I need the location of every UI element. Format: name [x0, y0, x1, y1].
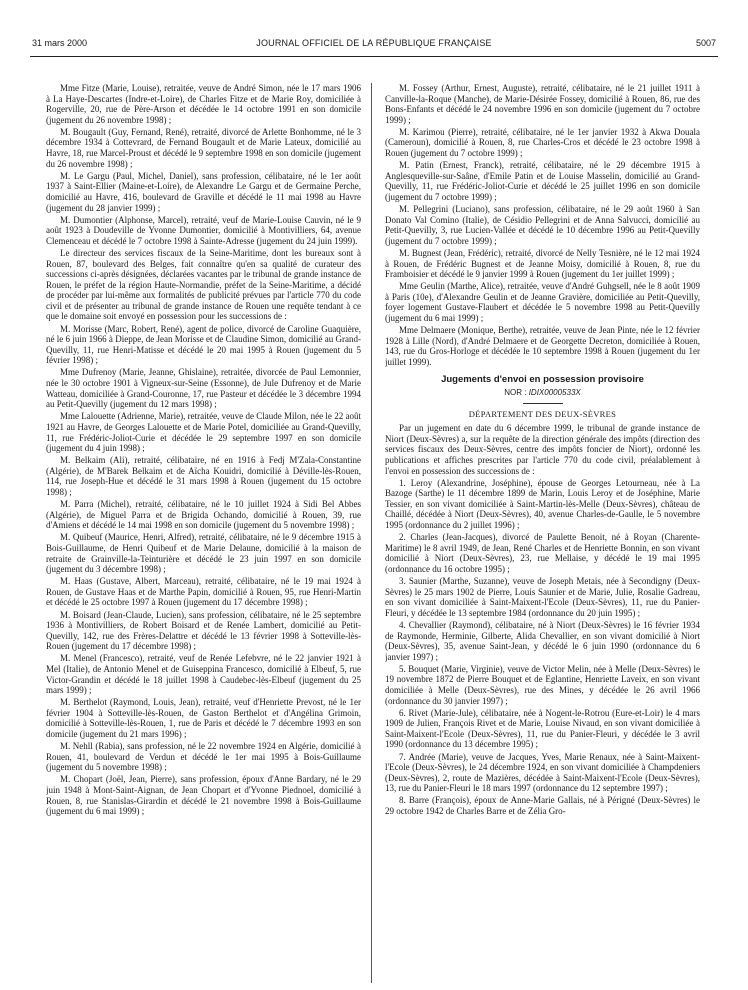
header-date: 31 mars 2000: [32, 38, 88, 48]
numbered-entry: 2. Charles (Jean-Jacques), divorcé de Paulette Benoit, né à Royan (Charente-Maritime) le 8 avril 1949, de Jean, René Charles et de Henriette Bonnin, en son vivant domicilié à Niort (Deux-Sèvres), 23, rue Mellaise, y décédé le 19 mai 1995 (ordonnance du 16 octobre 1995) ;: [385, 532, 700, 574]
entry-paragraph: M. Le Gargu (Paul, Michel, Daniel), sans profession, célibataire, né le 1er août 1937 à Saint-Ellier (Maine-et-Loire), de Alexandre Le Gargu et de Germaine Perche, domicilié au Havre, 416, boulevard de Graville et décédé le 11 mai 1998 au Havre (jugement du 28 janvier 1999) ;: [46, 170, 361, 213]
numbered-entry: 8. Barre (François), époux de Anne-Marie Gallais, né à Périgné (Deux-Sèvres) le 29 octobre 1942 de Charles Barre et de Zélia Gro-: [385, 795, 700, 816]
numbered-entry: 7. Andrée (Marie), veuve de Jacques, Yves, Marie Renaux, née à Saint-Maixent-l'Ecole (Deux-Sèvres), le 24 décembre 1924, en son vivant domiciliée à Champdeniers (Deux-Sèvres), 2, route de Mazières, décédée à Saint-Maixent-l'Ecole (Deux-Sèvres), 13, rue du Panier-Fleuri le 18 mars 1997 (ordonnance du 12 septembre 1997) ;: [385, 751, 700, 794]
entry-paragraph: Mme Fitze (Marie, Louise), retraitée, veuve de André Simon, née le 17 mars 1906 à La Haye-Descartes (Indre-et-Loire), de Charles Fitze et de Marie Roy, domiciliée à Rogerville, 20, rue de Père-Arson et décédée le 14 octobre 1991 en son domicile (jugement du 26 novembre 1998) ;: [46, 83, 361, 125]
entry-paragraph: M. Morisse (Marc, Robert, René), agent de police, divorcé de Caroline Guaquière, né le 6 juin 1966 à Dieppe, de Jean Morisse et de Claudine Simon, domicilié au Grand-Quevilly, 11, rue Henri-Matisse et décédé le 20 mai 1995 à Rouen (jugement du 5 février 1998) ;: [46, 323, 361, 366]
section-title: Jugements d'envoi en possession provisoire: [441, 374, 644, 386]
left-column: [46, 83, 361, 983]
numbered-entry: 3. Saunier (Marthe, Suzanne), veuve de Joseph Metais, née à Secondigny (Deux-Sèvres) le 25 mars 1902 de Pierre, Louis Saunier et de Marie, Julie, Rosalie Gadreau, en son vivant domiciliée à Saint-Maixent-l'Ecole (Deux-Sèvres), 11, rue du Panier-Fleuri, y décédée le 13 septembre 1984 (ordonnance du 20 juin 1995) ;: [385, 576, 700, 618]
nor-reference: [385, 388, 700, 399]
entry-paragraph: M. Parra (Michel), retraité, célibataire, né le 10 juillet 1924 à Sidi Bel Abbes (Algérie), de Miguel Parra et de Brigida Ochando, domicilié à Rouen, 39, rue d'Amiens et décédé le 14 mai 1998 en son domicile (jugement du 5 novembre 1998) ;: [46, 499, 361, 531]
entry-paragraph: Mme Delmaere (Monique, Berthe), retraitée, veuve de Jean Pinte, née le 12 février 1928 à Lille (Nord), d'André Delmaere et de Georgette Decreton, domiciliée à Rouen, 143, rue du Gros-Horloge et décédée le 10 septembre 1998 à Rouen (jugement du 1er juillet 1999).: [385, 325, 700, 367]
entry-paragraph: M. Bougault (Guy, Fernand, René), retraité, divorcé de Arlette Bonhomme, né le 3 décembre 1934 à Cottevrard, de Fernand Bougault et de Marie Lateux, domicilié au Havre, 18, rue Marcel-Proust et décédé le 9 septembre 1998 en son domicile (jugement du 26 novembre 1998) ;: [46, 126, 361, 169]
right-column: [385, 83, 700, 983]
entry-paragraph: M. Pellegrini (Luciano), sans profession, célibataire, né le 29 août 1960 à San Donato Val Comino (Italie), de Césidio Pellegrini et de Anna Salvucci, domicilié au Petit-Quevilly, 3, rue Lucien-Vallée et décédé le 10 décembre 1996 au Petit-Quevilly (jugement du 7 octobre 1999) ;: [385, 204, 700, 246]
entry-paragraph: Mme Geulin (Marthe, Alice), retraitée, veuve d'André Guhgsell, née le 8 août 1909 à Paris (10e), d'Alexandre Geulin et de Jeanne Gravière, domiciliée au Petit-Quevilly, foyer logement Gustave-Flaubert et décédée le 5 novembre 1998 au Petit-Quevilly (jugement du 6 mai 1999) ;: [385, 281, 700, 323]
section-rule: [523, 403, 563, 404]
entry-paragraph: M. Fossey (Arthur, Ernest, Auguste), retraité, célibataire, né le 21 juillet 1911 à Canville-la-Roque (Manche), de Marie-Désirée Fossey, domicilié à Rouen, 86, rue des Bons-Enfants et décédé le 24 novembre 1996 en son domicile (jugement du 7 octobre 1999) ;: [385, 83, 700, 125]
entry-paragraph: M. Berthelot (Raymond, Louis, Jean), retraité, veuf d'Henriette Prevost, né le 1er février 1904 à Sotteville-lès-Rouen, de Gaston Berthelot et d'Angélina Grimoin, domicilié à Sotteville-lès-Rouen, 1, rue de Paris et décédé le 7 décembre 1993 en son domicile (jugement du 21 mars 1996) ;: [46, 697, 361, 740]
header-rule: [30, 56, 718, 57]
entry-paragraph: M. Quibeuf (Maurice, Henri, Alfred), retraité, célibataire, né le 9 décembre 1915 à Bois-Guillaume, de Henri Quibeuf et de Marie Delaune, domicilié à la maison de retraite de Grainville-la-Teinturière et décédé le 23 juin 1997 en son domicile (jugement du 3 décembre 1998) ;: [46, 532, 361, 575]
page-header: [30, 38, 718, 52]
nor-code: IDIX0000533X: [528, 388, 581, 398]
entry-paragraph: M. Dumontier (Alphonse, Marcel), retraité, veuf de Marie-Louise Cauvin, né le 9 août 1923 à Doudeville de Yvonne Dumontier, domicilié à Montivilliers, 64, avenue Clemenceau et décédé le 7 octobre 1998 à Sainte-Adresse (jugement du 24 juin 1999).: [46, 214, 361, 246]
entry-paragraph: M. Menel (Francesco), retraité, veuf de Renée Lefebvre, né le 22 janvier 1921 à Mel (Italie), de Antonio Menel et de Guiseppina Francesco, domicilié à Elbeuf, 5, rue Victor-Grandin et décédé le 18 juillet 1998 à Caudebec-lès-Elbeuf (jugement du 25 mars 1999) ;: [46, 653, 361, 696]
nor-label: NOR :: [504, 388, 527, 398]
entry-paragraph: M. Nehll (Rabia), sans profession, né le 22 novembre 1924 en Algérie, domicilié à Rouen, 41, boulevard de Verdun et décédé le 1er mai 1995 à Bois-Guillaume (jugement du 5 novembre 1998) ;: [46, 741, 361, 773]
notice-paragraph: Le directeur des services fiscaux de la Seine-Maritime, dont les bureaux sont à Rouen, 87, boulevard des Belges, fait connaître qu'en sa qualité de curateur des successions ci-après désignées, déclarées vacantes par le tribunal de grande instance de Rouen, le préfet de la région Haute-Normandie, préfet de la Seine-Maritime, a décidé de procéder par lui-même aux formalités de publicité prévues par l'article 770 du code civil et de présenter au tribunal de grande instance de Rouen une requête tendant à ce que le domaine soit envoyé en possession pour les successions de :: [46, 247, 361, 322]
numbered-entry: 6. Rivet (Marie-Jule), célibataire, née à Nogent-le-Rotrou (Eure-et-Loir) le 4 mars 1909 de Julien, François Rivet et de Marie, Louise Nivaud, en son vivant domiciliée à Saint-Maixent-l'Ecole (Deux-Sèvres), 11, rue du Panier-Fleuri, y décédée le 3 avril 1990 (ordonnance du 13 décembre 1995) ;: [385, 707, 700, 750]
entry-paragraph: M. Haas (Gustave, Albert, Marceau), retraité, célibataire, né le 19 mai 1924 à Rouen, de Gustave Haas et de Marthe Papin, domicilié à Rouen, 95, rue Henri-Martin et décédé le 25 octobre 1997 à Rouen (jugement du 17 décembre 1998) ;: [46, 576, 361, 608]
entry-paragraph: Mme Lalouette (Adrienne, Marie), retraitée, veuve de Claude Milon, née le 22 août 1921 au Havre, de Georges Lalouette et de Marie Potel, domiciliée au Grand-Quevilly, 11, rue Frédéric-Joliot-Curie et décédée le 29 septembre 1997 en son domicile (jugement du 4 juin 1998) ;: [46, 411, 361, 454]
header-page-number: 5007: [695, 38, 716, 48]
entry-paragraph: M. Patin (Ernest, Franck), retraité, célibataire, né le 29 décembre 1915 à Anglesqueville-sur-Saâne, d'Emile Patin et de Louise Masselin, domicilié au Grand-Quevilly, 11, rue Frédéric-Joliot-Curie et décédé le 25 juillet 1996 en son domicile (jugement du 7 octobre 1999) ;: [385, 160, 700, 202]
entry-paragraph: Mme Dufrenoy (Marie, Jeanne, Ghislaine), retraitée, divorcée de Paul Lemonnier, née le 30 octobre 1901 à Vigneux-sur-Seine (Essonne), de Jule Dufrenoy et de Marie Watteau, domiciliée à Grand-Couronne, 17, rue Pasteur et décédée le 3 décembre 1994 au Petit-Quevilly (jugement du 12 mars 1998) ;: [46, 367, 361, 410]
numbered-entry: 4. Chevallier (Raymond), célibataire, né à Niort (Deux-Sèvres) le 16 février 1934 de Raymonde, Herminie, Gilberte, Alida Chevallier, en son vivant domicilié à Niort (Deux-Sèvres), 35, avenue Saint-Jean, y décédé le 6 juin 1990 (ordonnance du 6 janvier 1997) ;: [385, 619, 700, 662]
department-heading: DÉPARTEMENT DES DEUX-SÈVRES: [468, 408, 617, 419]
entry-paragraph: M. Karimou (Pierre), retraité, célibataire, né le 1er janvier 1932 à Akwa Douala (Cameroun), domicilié à Rouen, 8, rue Charles-Cros et décédé le 23 octobre 1998 à Rouen (jugement du 7 octobre 1999) ;: [385, 126, 700, 159]
entry-paragraph: M. Boisard (Jean-Claude, Lucien), sans profession, célibataire, né le 25 septembre 1936 à Montivilliers, de Robert Boisard et de Renée Lambert, domicilié au Petit-Quevilly, 142, rue des Frères-Delattre et décédé le 13 février 1998 à Sotteville-lès-Rouen (jugement du 17 décembre 1998) ;: [46, 609, 361, 652]
section-intro: Par un jugement en date du 6 décembre 1999, le tribunal de grande instance de Niort (Deux-Sèvres) a, sur la requête de la direction générale des impôts (direction des services fiscaux des Deux-Sèvres, centre des impôts foncier de Niort), ordonné les publications et affiches prescrites par l'article 770 du code civil, préalablement à l'envoi en possession des successions de :: [385, 423, 700, 476]
entry-paragraph: M. Bugnest (Jean, Frédéric), retraité, divorcé de Nelly Tesnière, né le 12 mai 1924 à Rouen, de Frédéric Bugnest et de Jeanne Moisy, domicilié à Rouen, 8, rue du Framboisier et décédé le 9 janvier 1999 à Rouen (jugement du 1er juillet 1999) ;: [385, 247, 700, 280]
entry-paragraph: M. Belkaim (Ali), retraité, célibataire, né en 1916 à Fedj M'Zala-Constantine (Algérie), de M'Barek Belkaim et de Aïcha Kouidri, domicilié à Déville-lès-Rouen, 114, rue Joseph-Hue et décédé le 31 mars 1998 à Rouen (jugement du 15 octobre 1998) ;: [46, 455, 361, 497]
column-divider: [371, 83, 372, 983]
numbered-entry: 1. Leroy (Alexandrine, Joséphine), épouse de Georges Letourneau, née à La Bazoge (Sarthe) le 11 décembre 1899 de Marin, Louis Leroy et de Joséphine, Marie Tessier, en son vivant domiciliée à Saint-Martin-lès-Melle (Deux-Sèvres), château de Chaillé, décédée à Niort (Deux-Sèvres), 40, avenue Charles-de-Gaulle, le 5 novembre 1995 (ordonnance du 2 juillet 1996) ;: [385, 477, 700, 531]
header-journal-title: JOURNAL OFFICIEL DE LA RÉPUBLIQUE FRANÇAISE: [256, 38, 492, 48]
entry-paragraph: M. Chopart (Joël, Jean, Pierre), sans profession, époux d'Anne Bardary, né le 29 juin 1948 à Mont-Saint-Aignan, de Jean Chopart et d'Yvonne Piednoel, domicilié à Rouen, 8, rue Stanislas-Girardin et décédé le 21 novembre 1998 à Bois-Guillaume (jugement du 6 mai 1999) ;: [46, 774, 361, 817]
numbered-entry: 5. Bouquet (Marie, Virginie), veuve de Victor Melin, née à Melle (Deux-Sèvres) le 19 novembre 1872 de Pierre Bouquet et de Eglantine, Henriette Laveix, en son vivant domiciliée à Melle (Deux-Sèvres), rue des Mines, y décédée le 26 avril 1966 (ordonnance du 30 janvier 1997) ;: [385, 663, 700, 706]
